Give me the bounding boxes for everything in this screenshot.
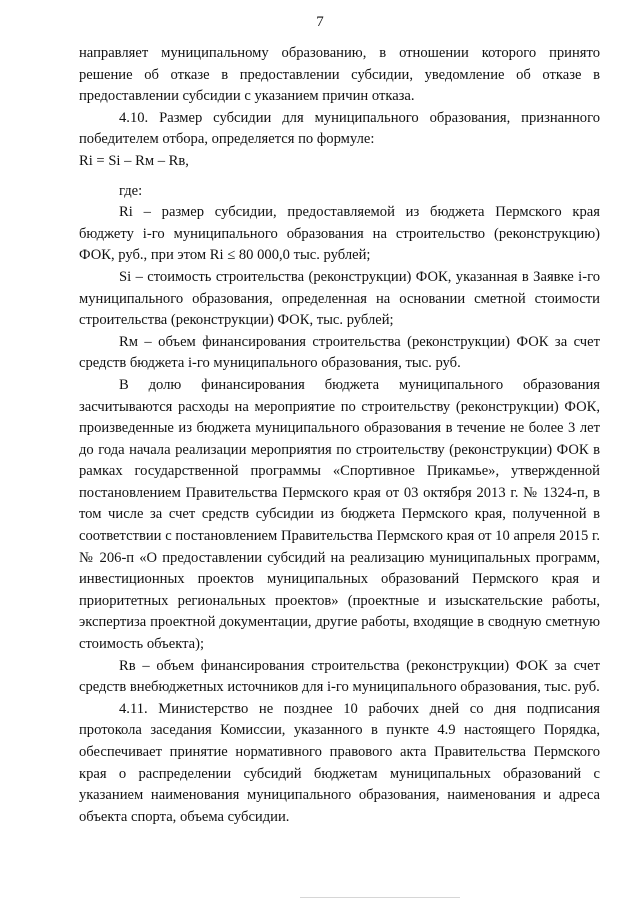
- page-number: 7: [316, 14, 324, 30]
- subsidy-formula: Ri = Si – Rм – Rв,: [79, 152, 189, 169]
- paragraph-refusal-notice: направляет муниципальному образованию, в отношении которого принято решение об отказе в предоставлении субсидии, уведомление об отказе в предоставлении субсидии с указанием причин отказа.: [79, 45, 600, 105]
- document-body: [79, 43, 600, 828]
- definition-rm: Rм – объем финансирования строительства (реконструкции) ФОК за счет средств бюджета i-го муниципального образования, тыс. руб.: [79, 333, 600, 372]
- formula-where-label: где:: [119, 182, 143, 199]
- definition-si: Si – стоимость строительства (реконструкции) ФОК, указанная в Заявке i-го муниципального образования, определенная на основании сметной стоимости строительства (реконструкции) ФОК, тыс. рублей;: [79, 268, 600, 329]
- paragraph-budget-share: В долю финансирования бюджета муниципального образования засчитываются расходы на мероприятие по строительству (реконструкции) ФОК, произведенные из бюджета муниципального образования в течение не более 3 лет до года начала реализации мероприятия по строительству (реконструкции) ФОК в рамках государственной программы «Спортивное Прикамье», утвержденной постановлением Правительства Пермского края от 03 октября 2013 г. № 1324-п, в том числе за счет средств субсидии из бюджета Пермского края, полученной в соответствии с постановлением Правительства Пермского края от 10 апреля 2015 г. № 206-п «О предоставлении субсидий на реализацию муниципальных программ, инвестиционных проектов муниципальных образований Пермского края и приоритетных региональных проектов» (проектные и изыскательские работы, экспертиза проектной документации, другие работы, входящие в сводную сметную стоимость объекта);: [79, 376, 600, 653]
- footer-rule: [300, 897, 460, 898]
- definition-ri: Ri – размер субсидии, предоставляемой из бюджета Пермского края бюджету i-го муниципального образования на строительство (реконструкцию) ФОК, руб., при этом Ri ≤ 80 000,0 тыс. рублей;: [79, 204, 600, 264]
- paragraph-4-11: 4.11. Министерство не позднее 10 рабочих дней со дня подписания протокола заседания Комиссии, указанного в пункте 4.9 настоящего Порядка, обеспечивает принятие нормативного правового акта Правительства Пермского края о распределении субсидий бюджетам муниципальных образований с указанием наименования муниципального образования, наименования и адреса объекта спорта, объема субсидии.: [79, 700, 600, 825]
- paragraph-4-10: 4.10. Размер субсидии для муниципального образования, признанного победителем отбора, определяется по формуле:: [79, 109, 600, 148]
- definition-rv: Rв – объем финансирования строительства (реконструкции) ФОК за счет средств внебюджетных источников для i-го муниципального образования, тыс. руб.: [79, 657, 600, 696]
